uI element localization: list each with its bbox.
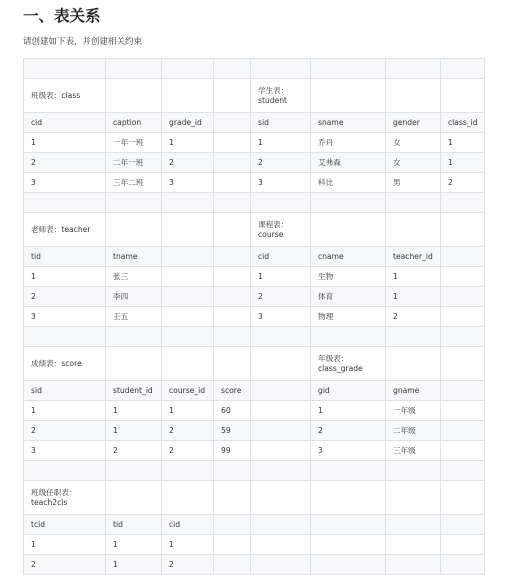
- table-cell: 2: [24, 153, 106, 173]
- table-cell: [162, 481, 214, 515]
- table-cell: [214, 481, 251, 515]
- table-cell: [214, 535, 251, 555]
- table-cell: [441, 193, 485, 213]
- table-cell: [24, 461, 106, 481]
- table-cell: [311, 213, 386, 247]
- table-cell: [311, 327, 386, 347]
- table-cell: 2: [162, 441, 214, 461]
- table-cell: [251, 441, 311, 461]
- table-cell: [106, 79, 162, 113]
- table-cell: 一年一班: [106, 133, 162, 153]
- table-cell: class_id: [441, 113, 485, 133]
- table-row: [24, 327, 485, 347]
- table-cell: [311, 515, 386, 535]
- table-cell: [386, 347, 441, 381]
- table-cell: [214, 113, 251, 133]
- table-cell: [441, 461, 485, 481]
- table-cell: tcid: [24, 515, 106, 535]
- table-cell: [162, 193, 214, 213]
- table-cell: 1: [441, 153, 485, 173]
- table-cell: 1: [386, 287, 441, 307]
- table-row: [24, 213, 485, 247]
- table-cell: [214, 307, 251, 327]
- table-cell: 1: [24, 401, 106, 421]
- table-cell: [441, 347, 485, 381]
- table-cell: 三年二班: [106, 173, 162, 193]
- table-cell: tid: [24, 247, 106, 267]
- table-cell: [214, 287, 251, 307]
- table-row: [24, 381, 485, 401]
- table-cell: 2: [24, 421, 106, 441]
- table-cell: score: [214, 381, 251, 401]
- table-cell: [441, 267, 485, 287]
- table-row: [24, 481, 485, 515]
- table-cell: 1: [24, 535, 106, 555]
- table-cell: [251, 535, 311, 555]
- table-cell: 体育: [311, 287, 386, 307]
- table-cell: 3: [251, 307, 311, 327]
- table-row: [24, 267, 485, 287]
- table-cell: [386, 515, 441, 535]
- table-cell: 2: [162, 555, 214, 575]
- table-cell: 2: [251, 153, 311, 173]
- table-row: [24, 421, 485, 441]
- table-cell: [214, 153, 251, 173]
- table-cell: [106, 213, 162, 247]
- table-row: [24, 113, 485, 133]
- table-cell: [441, 59, 485, 79]
- table-cell: [251, 401, 311, 421]
- table-cell: [386, 213, 441, 247]
- table-row: [24, 133, 485, 153]
- table-cell: [24, 59, 106, 79]
- table-cell: [214, 327, 251, 347]
- table-cell: 2: [311, 421, 386, 441]
- table-cell: 2: [106, 441, 162, 461]
- table-cell: [162, 213, 214, 247]
- table-cell: 3: [24, 441, 106, 461]
- table-cell: 老师表：teacher: [24, 213, 106, 247]
- table-cell: [162, 461, 214, 481]
- table-row: [24, 535, 485, 555]
- table-cell: 年级表：class_grade: [311, 347, 386, 381]
- table-cell: tname: [106, 247, 162, 267]
- table-cell: [441, 401, 485, 421]
- table-cell: grade_id: [162, 113, 214, 133]
- table-cell: [441, 555, 485, 575]
- table-cell: 1: [162, 535, 214, 555]
- table-cell: [106, 347, 162, 381]
- table-cell: 2: [251, 287, 311, 307]
- table-cell: [106, 327, 162, 347]
- table-cell: [214, 515, 251, 535]
- table-cell: [214, 347, 251, 381]
- table-cell: 2: [162, 421, 214, 441]
- table-cell: [441, 307, 485, 327]
- table-cell: 59: [214, 421, 251, 441]
- table-cell: [386, 59, 441, 79]
- table-cell: [251, 481, 311, 515]
- table-cell: [162, 59, 214, 79]
- table-cell: [214, 59, 251, 79]
- table-cell: [441, 481, 485, 515]
- table-cell: [251, 515, 311, 535]
- table-cell: [311, 481, 386, 515]
- table-cell: 2: [24, 287, 106, 307]
- table-cell: [106, 481, 162, 515]
- table-cell: [386, 193, 441, 213]
- table-cell: [214, 461, 251, 481]
- table-cell: [251, 381, 311, 401]
- table-cell: 1: [162, 133, 214, 153]
- table-row: [24, 515, 485, 535]
- table-cell: 1: [24, 267, 106, 287]
- table-row: [24, 153, 485, 173]
- table-cell: 班级表：class: [24, 79, 106, 113]
- table-cell: sid: [24, 381, 106, 401]
- table-row: [24, 59, 485, 79]
- table-cell: 1: [106, 401, 162, 421]
- table-cell: [311, 59, 386, 79]
- table-cell: [441, 515, 485, 535]
- table-cell: [386, 535, 441, 555]
- table-cell: 1: [251, 267, 311, 287]
- table-row: [24, 287, 485, 307]
- table-row: [24, 173, 485, 193]
- table-cell: gname: [386, 381, 441, 401]
- table-cell: 张三: [106, 267, 162, 287]
- table-cell: 女: [386, 133, 441, 153]
- table-cell: 1: [106, 555, 162, 575]
- table-cell: [311, 461, 386, 481]
- table-cell: 1: [386, 267, 441, 287]
- table-cell: 3: [24, 307, 106, 327]
- table-cell: 王五: [106, 307, 162, 327]
- table-row: [24, 347, 485, 381]
- table-cell: [441, 381, 485, 401]
- table-cell: 成绩表：score: [24, 347, 106, 381]
- table-cell: [386, 481, 441, 515]
- table-cell: [162, 307, 214, 327]
- table-cell: 1: [106, 535, 162, 555]
- table-cell: 2: [24, 555, 106, 575]
- table-cell: [162, 267, 214, 287]
- table-cell: 艾弗森: [311, 153, 386, 173]
- table-cell: gid: [311, 381, 386, 401]
- table-cell: [214, 213, 251, 247]
- table-cell: 三年级: [386, 441, 441, 461]
- instruction-text: 请创建如下表，并创建相关约束: [23, 37, 143, 47]
- table-cell: [441, 213, 485, 247]
- table-cell: [106, 461, 162, 481]
- table-cell: [441, 247, 485, 267]
- table-cell: [386, 461, 441, 481]
- table-row: [24, 79, 485, 113]
- table-cell: [24, 327, 106, 347]
- table-cell: [214, 267, 251, 287]
- table-cell: [251, 421, 311, 441]
- table-cell: caption: [106, 113, 162, 133]
- table-cell: [441, 327, 485, 347]
- table-cell: student_id: [106, 381, 162, 401]
- table-cell: 1: [24, 133, 106, 153]
- table-cell: [162, 287, 214, 307]
- table-cell: cname: [311, 247, 386, 267]
- table-cell: 班级任职表：teach2cls: [24, 481, 106, 515]
- table-cell: 1: [441, 133, 485, 153]
- table-cell: 1: [162, 401, 214, 421]
- table-cell: 生物: [311, 267, 386, 287]
- table-cell: [311, 555, 386, 575]
- table-cell: [162, 247, 214, 267]
- table-cell: [162, 347, 214, 381]
- table-cell: [441, 287, 485, 307]
- table-cell: 1: [106, 421, 162, 441]
- table-cell: sid: [251, 113, 311, 133]
- table-cell: [214, 193, 251, 213]
- table-cell: [214, 173, 251, 193]
- table-cell: 物理: [311, 307, 386, 327]
- table-row: [24, 441, 485, 461]
- table-cell: cid: [24, 113, 106, 133]
- section-heading: 一、表关系: [23, 7, 101, 25]
- table-cell: [441, 535, 485, 555]
- table-cell: [311, 79, 386, 113]
- table-cell: [214, 79, 251, 113]
- table-row: [24, 461, 485, 481]
- table-cell: 女: [386, 153, 441, 173]
- table-cell: teacher_id: [386, 247, 441, 267]
- table-cell: sname: [311, 113, 386, 133]
- table-cell: [251, 193, 311, 213]
- table-cell: [162, 327, 214, 347]
- table-cell: 99: [214, 441, 251, 461]
- table-row: [24, 401, 485, 421]
- table-cell: [162, 79, 214, 113]
- table-cell: [251, 59, 311, 79]
- table-cell: [106, 59, 162, 79]
- table-cell: course_id: [162, 381, 214, 401]
- table-cell: 科比: [311, 173, 386, 193]
- table-cell: cid: [251, 247, 311, 267]
- table-cell: 2: [441, 173, 485, 193]
- table-cell: 一年级: [386, 401, 441, 421]
- table-cell: 1: [251, 133, 311, 153]
- table-relations-grid: [23, 58, 485, 575]
- table-cell: 乔丹: [311, 133, 386, 153]
- table-cell: [214, 133, 251, 153]
- table-cell: 1: [311, 401, 386, 421]
- table-cell: [251, 461, 311, 481]
- table-row: [24, 555, 485, 575]
- table-row: [24, 307, 485, 327]
- table-cell: [311, 535, 386, 555]
- table-cell: [311, 193, 386, 213]
- table-row: [24, 247, 485, 267]
- table-cell: [251, 327, 311, 347]
- table-cell: [386, 555, 441, 575]
- table-cell: [386, 327, 441, 347]
- table-cell: 60: [214, 401, 251, 421]
- table-cell: 3: [311, 441, 386, 461]
- table-cell: gender: [386, 113, 441, 133]
- table-cell: [214, 247, 251, 267]
- table-cell: tid: [106, 515, 162, 535]
- table-cell: cid: [162, 515, 214, 535]
- table-cell: [441, 79, 485, 113]
- table-row: [24, 193, 485, 213]
- table-cell: [214, 555, 251, 575]
- table-cell: [441, 421, 485, 441]
- table-cell: 3: [24, 173, 106, 193]
- table-cell: 二年一班: [106, 153, 162, 173]
- table-cell: [24, 193, 106, 213]
- table-cell: 男: [386, 173, 441, 193]
- table-cell: 李四: [106, 287, 162, 307]
- table-cell: 学生表：student: [251, 79, 311, 113]
- table-cell: [386, 79, 441, 113]
- table-cell: [251, 555, 311, 575]
- table-cell: [251, 347, 311, 381]
- table-cell: 2: [386, 307, 441, 327]
- table-cell: 二年级: [386, 421, 441, 441]
- table-cell: 课程表：course: [251, 213, 311, 247]
- table-cell: [106, 193, 162, 213]
- table-cell: [441, 441, 485, 461]
- table-cell: 3: [162, 173, 214, 193]
- table-cell: 3: [251, 173, 311, 193]
- table-cell: 2: [162, 153, 214, 173]
